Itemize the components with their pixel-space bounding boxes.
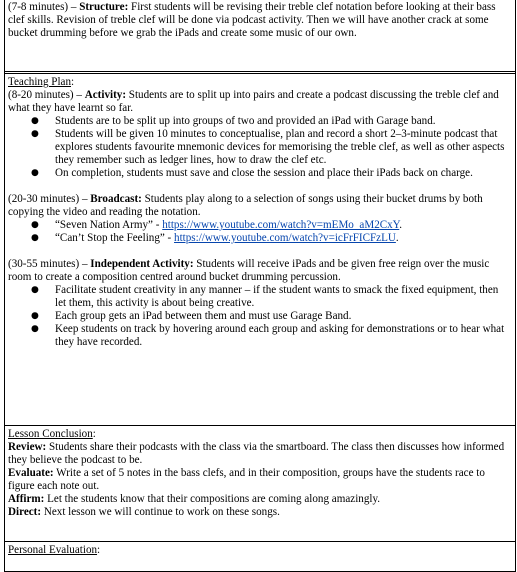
- bullet-icon: ●: [31, 311, 39, 321]
- independent-text: Students will receive iPads and be given free reign over the music room to create a composition centred around bucket drumming percussion.: [8, 258, 490, 283]
- lesson-conclusion-section: [5, 425, 515, 541]
- activity-text: Students are to split up into pairs and create a podcast discussing the treble clef and what they have learnt so far.: [8, 89, 499, 114]
- independent-time: (30-55 minutes) –: [8, 258, 91, 270]
- broadcast-label: Broadcast:: [90, 193, 142, 205]
- activity-label: Activity:: [84, 89, 127, 101]
- affirm-paragraph: Affirm: Let the students know that their compositions are coming along amazingly.: [8, 493, 381, 505]
- lesson-conclusion-heading: Lesson Conclusion:: [8, 428, 96, 440]
- bullet-icon: ●: [31, 129, 39, 139]
- bullet-icon: ●: [31, 220, 39, 230]
- song-link[interactable]: https://www.youtube.com/watch?v=icFrFICFzLU: [174, 232, 396, 244]
- structure-label: Structure:: [79, 1, 129, 13]
- bullet-icon: ●: [31, 233, 39, 243]
- personal-evaluation-heading: Personal Evaluation:: [8, 544, 101, 556]
- review-paragraph: Review: Students share their podcasts with the class via the smartboard. The class then discusses how informed they believe the podcast to be.: [8, 441, 505, 466]
- activity-paragraph: [8, 89, 512, 115]
- structure-section: [5, 0, 515, 71]
- independent-bullet-list: [8, 284, 512, 349]
- song-title: “Can’t Stop the Feeling” -: [55, 232, 175, 244]
- activity-time: (8-20 minutes) –: [8, 89, 85, 101]
- song-list: [8, 219, 512, 245]
- bullet-icon: ●: [31, 168, 39, 178]
- list-item: ● On completion, students must save and close the session and place their iPads back on charge.: [31, 167, 473, 179]
- list-item: ● Each group gets an iPad between them and must use Garage Band.: [31, 310, 352, 322]
- list-item: ● “Can’t Stop the Feeling” - https://www.youtube.com/watch?v=icFrFICFzLU.: [31, 232, 399, 244]
- structure-paragraph: [8, 1, 512, 40]
- direct-paragraph: Direct: Next lesson we will continue to work on these songs.: [8, 506, 280, 518]
- broadcast-text: Students play along to a selection of songs using their bucket drums by both copying the video and reading the notation.: [8, 193, 483, 218]
- bullet-icon: ●: [31, 116, 39, 126]
- teaching-plan-heading: Teaching Plan:: [8, 76, 75, 88]
- spacer: [8, 180, 512, 193]
- structure-time: (7-8 minutes) –: [8, 1, 80, 13]
- list-item: ● Students will be given 10 minutes to conceptualise, plan and record a short 2–3-minute podcast that explores students favourite mnemonic devices for memorising the treble clef, as well as other aspects they remember such as ledger lines, how to draw the clef etc.: [31, 128, 505, 166]
- independent-label: Independent Activity:: [90, 258, 194, 270]
- song-link[interactable]: https://www.youtube.com/watch?v=mEMo_aM2CxY: [162, 219, 400, 231]
- structure-text: First students will be revising their treble clef notation before looking at their bass clef skills. Revision of treble clef will be done via podcast activity. Then we will have another crack at some bucket drumming before we grab the iPads and create some music of our own.: [8, 1, 496, 39]
- lesson-plan-table: [4, 0, 516, 572]
- song-title: “Seven Nation Army” -: [55, 219, 163, 231]
- activity-bullet-list: [8, 115, 512, 180]
- list-item: ● Keep students on track by hovering around each group and asking for demonstrations or to hear what they have recorded.: [31, 323, 505, 348]
- independent-paragraph: [8, 258, 512, 284]
- bullet-icon: ●: [31, 285, 39, 295]
- broadcast-paragraph: [8, 193, 512, 219]
- list-item: ● Facilitate student creativity in any manner – if the student wants to smack the fixed equipment, then let them, this activity is about being creative.: [31, 284, 499, 309]
- list-item: ● Students are to be split up into groups of two and provided an iPad with Garage band.: [31, 115, 436, 127]
- evaluate-paragraph: Evaluate: Write a set of 5 notes in the bass clefs, and in their composition, groups have the students race to figure each note out.: [8, 467, 485, 492]
- personal-evaluation-section: [5, 541, 515, 571]
- list-item: ● “Seven Nation Army” - https://www.youtube.com/watch?v=mEMo_aM2CxY.: [31, 219, 403, 231]
- spacer: [8, 245, 512, 258]
- bullet-icon: ●: [31, 324, 39, 334]
- broadcast-time: (20-30 minutes) –: [8, 193, 91, 205]
- teaching-plan-section: [5, 71, 515, 425]
